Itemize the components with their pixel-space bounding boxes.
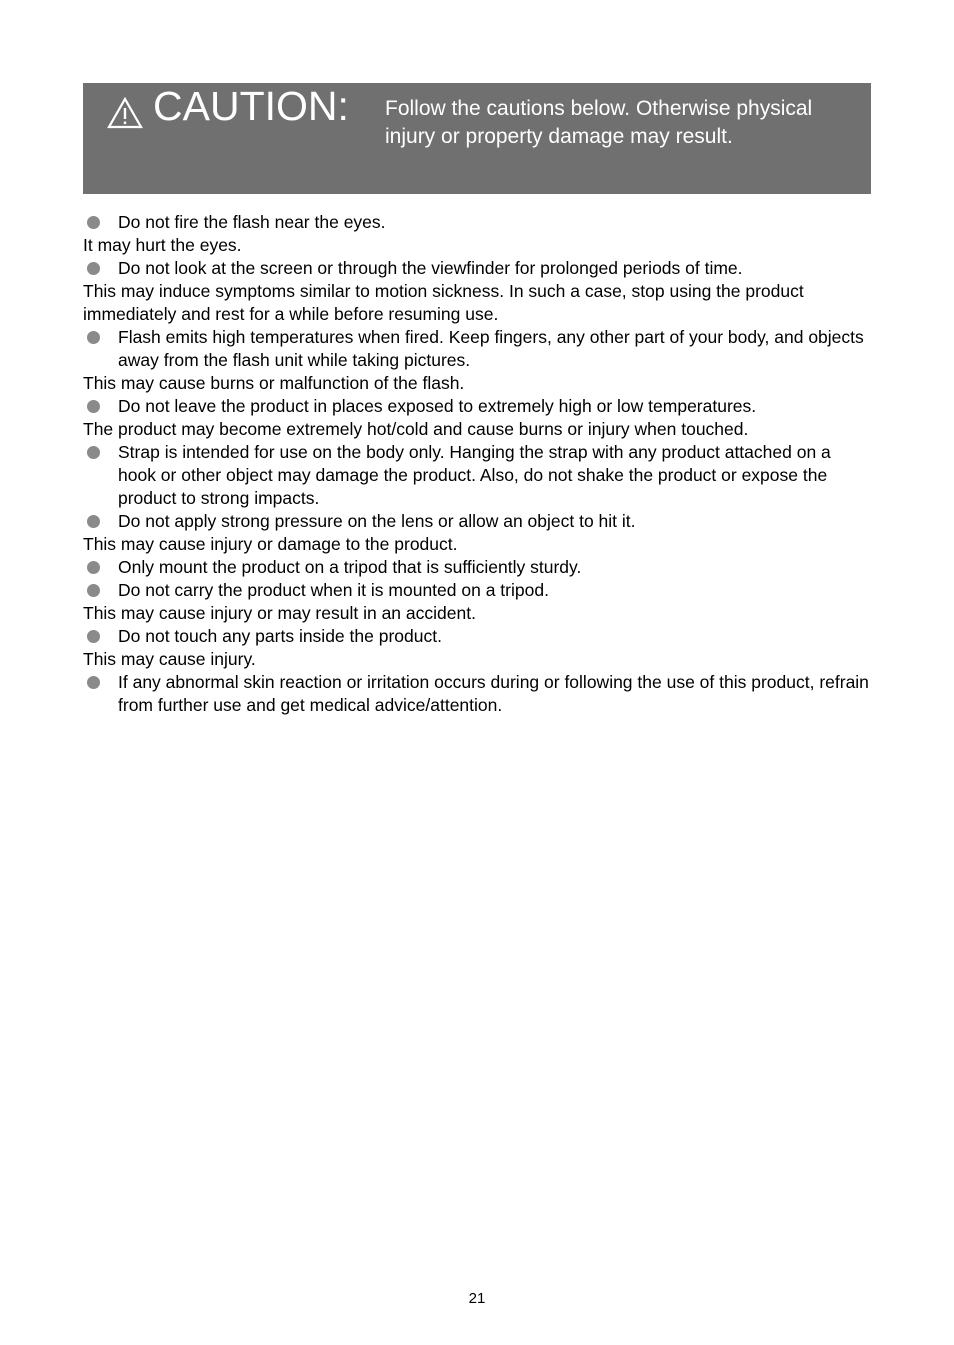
caution-note: This may induce symptoms similar to motion sickness. In such a case, stop using the product immediately and rest for a while before resuming use. bbox=[83, 281, 804, 324]
page-number: 21 bbox=[468, 1290, 486, 1307]
bullet-dot-icon bbox=[87, 262, 100, 275]
caution-bullet-item bbox=[83, 510, 873, 533]
bullet-text: Flash emits high temperatures when fired. Keep fingers, any other part of your body, and objects away from the flash unit while taking pictures. bbox=[118, 327, 864, 370]
bullet-text: Do not look at the screen or through the viewfinder for prolonged periods of time. bbox=[118, 258, 743, 278]
bullet-dot-icon bbox=[87, 676, 100, 689]
bullet-dot-icon bbox=[87, 331, 100, 344]
bullet-dot-icon bbox=[87, 630, 100, 643]
bullet-dot-icon bbox=[87, 584, 100, 597]
bullet-text: Do not apply strong pressure on the lens or allow an object to hit it. bbox=[118, 511, 636, 531]
bullet-text: If any abnormal skin reaction or irritation occurs during or following the use of this product, refrain from further use and get medical advice/attention. bbox=[118, 672, 869, 715]
caution-bullet-item bbox=[83, 326, 873, 372]
caution-title: CAUTION: bbox=[153, 83, 349, 129]
caution-note: This may cause injury. bbox=[83, 649, 256, 669]
bullet-dot-icon bbox=[87, 561, 100, 574]
caution-note: This may cause injury or damage to the product. bbox=[83, 534, 458, 554]
caution-bullet-item bbox=[83, 556, 873, 579]
caution-note: This may cause burns or malfunction of the flash. bbox=[83, 373, 465, 393]
bullet-text: Strap is intended for use on the body only. Hanging the strap with any product attached on a hook or other object may damage the product. Also, do not shake the product or expose the product to strong impacts. bbox=[118, 442, 831, 508]
bullet-text: Do not fire the flash near the eyes. bbox=[118, 212, 386, 232]
bullet-dot-icon bbox=[87, 446, 100, 459]
caution-bullet-item bbox=[83, 625, 873, 648]
bullet-dot-icon bbox=[87, 400, 100, 413]
bullet-dot-icon bbox=[87, 515, 100, 528]
caution-bullet-item bbox=[83, 441, 873, 510]
warning-triangle-icon bbox=[107, 97, 143, 129]
caution-note: This may cause injury or may result in an accident. bbox=[83, 603, 476, 623]
bullet-dot-icon bbox=[87, 216, 100, 229]
bullet-text: Do not carry the product when it is mounted on a tripod. bbox=[118, 580, 549, 600]
bullet-text: Do not touch any parts inside the product. bbox=[118, 626, 442, 646]
caution-bullet-item bbox=[83, 671, 873, 717]
bullet-text: Only mount the product on a tripod that is sufficiently sturdy. bbox=[118, 557, 582, 577]
bullet-text: Do not leave the product in places exposed to extremely high or low temperatures. bbox=[118, 396, 757, 416]
caution-bullet-item bbox=[83, 211, 873, 234]
caution-list bbox=[83, 211, 873, 717]
caution-bullet-item bbox=[83, 395, 873, 418]
caution-bullet-item bbox=[83, 579, 873, 602]
caution-note: The product may become extremely hot/cold and cause burns or injury when touched. bbox=[83, 419, 749, 439]
caution-banner bbox=[83, 83, 871, 194]
caution-note: It may hurt the eyes. bbox=[83, 235, 242, 255]
caution-bullet-item bbox=[83, 257, 873, 280]
caution-message: Follow the cautions below. Otherwise physical injury or property damage may result. bbox=[385, 97, 813, 148]
